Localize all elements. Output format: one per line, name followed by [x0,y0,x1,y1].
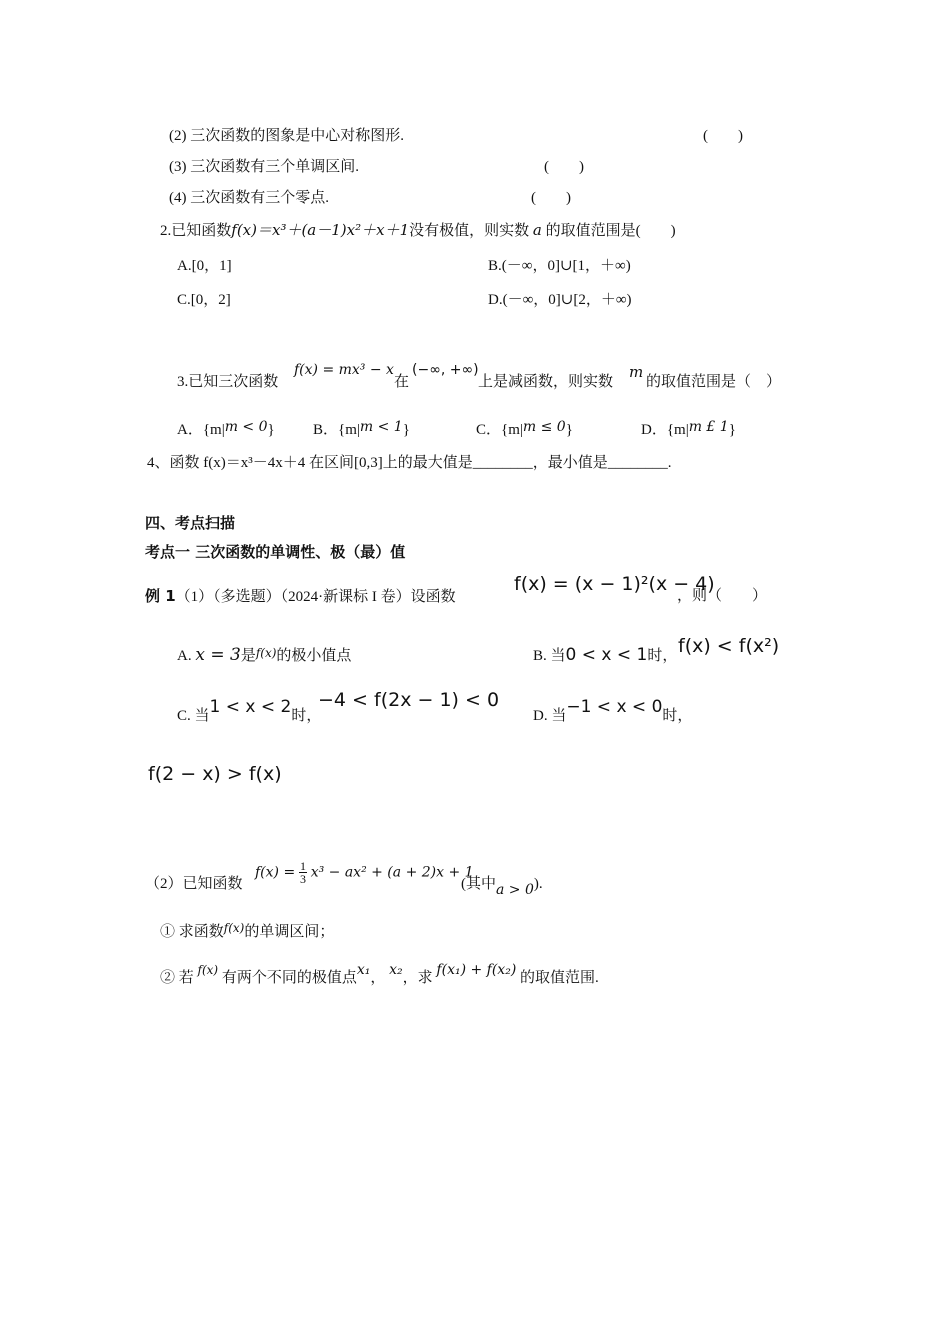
option-close: } [728,422,736,438]
q2-function: f(x)＝x³＋(a－1)x²＋x＋1 [231,221,410,239]
option-math: x = 3 [195,645,241,665]
sub-math: f(x) [197,963,219,977]
option-label: A．{m| [177,422,225,438]
fraction [299,860,307,885]
q3-tail: 的取值范围是（ ） [646,374,782,390]
ex2-sub-1 [160,922,334,942]
q3-option-b [313,420,410,440]
option-close: } [267,422,275,438]
sub-math: x₂ [389,962,403,978]
example-1 [145,586,456,607]
ex2-function-rhs: x³ − ax² + (a + 2)x + 1 [310,864,474,881]
sub-suffix: 的单调区间； [244,924,335,940]
ex2-sub-2 [160,962,599,988]
option-condition: m £ 1 [688,419,729,435]
judge-item-4 [169,188,329,208]
q2-option-d: D.(－∞，0]∪[2，＋∞) [488,292,632,308]
topic-title: 考点一 三次函数的单调性、极（最）值 [145,543,406,561]
judge-text: (3) 三次函数有三个单调区间. [169,159,359,175]
option-mid: 时， [647,648,678,664]
sub-sep: ， [370,970,386,986]
judge-item-3 [169,157,359,177]
option-prefix: D. 当 [533,708,567,724]
ex1-option-a [177,645,351,666]
option-suffix: 的极小值点 [276,648,352,664]
q3-variable: m [629,363,644,381]
section-title: 四、考点扫描 [145,514,236,532]
option-math: 0 < x < 1 [565,645,648,665]
option-condition: m < 1 [359,419,403,435]
condition-math: a > 0 [496,882,534,898]
option-condition: m ≤ 0 [522,419,566,435]
ex1-option-d [533,697,693,726]
ex2-function [255,860,474,900]
q3-function: f(x) = mx³ − x [294,362,394,378]
q2-option-b: B.(－∞，0]∪[1，＋∞) [488,258,631,274]
q3-interval: (−∞, +∞) [412,362,479,378]
option-condition: m < 0 [224,419,268,435]
fraction-denominator: 3 [299,872,306,886]
option-prefix: C. 当 [177,708,210,724]
question-4: 4、函数 f(x)＝x³－4x＋4 在区间[0,3]上的最大值是________，最小值是________. [147,455,672,471]
q2-tail: 的取值范围是( ) [545,223,676,239]
ex1-option-d-math: f(2 − x) > f(x) [148,763,282,785]
q2-option-a: A.[0，1] [177,258,232,274]
answer-bracket: ( ) [531,190,571,206]
ex1-tail: ，则（ ） [677,588,768,604]
q3-mid: 在 [394,374,410,390]
q3-prefix: 3.已知三次函数 [177,374,279,390]
q3-suffix: 上是减函数，则实数 [478,374,614,390]
ex2-condition [461,874,543,898]
judge-text: (4) 三次函数有三个零点. [169,190,329,206]
option-prefix: A. [177,648,192,664]
ex1-option-b-math: f(x) < f(x²) [678,635,780,657]
q3-option-a [177,420,275,440]
example-intro: （1）（多选题）（2024·新课标 I 卷）设函数 [175,589,456,605]
ex1-option-c-math: −4 < f(2x − 1) < 0 [318,689,500,711]
judge-item-2 [169,126,404,146]
q2-prefix: 2.已知函数 [160,223,232,239]
option-close: } [565,422,573,438]
option-mid: 是 [240,648,256,664]
condition-close: ). [533,876,543,892]
option-mid: 时， [291,708,322,724]
q2-variable: a [532,221,542,239]
judge-text: (2) 三次函数的图象是中心对称图形. [169,128,404,144]
condition-open: (其中 [461,876,496,892]
option-label: B．{m| [313,422,360,438]
ex1-option-c [177,697,322,726]
sub-prefix: ① 求函数 [160,924,224,940]
question-2 [160,220,676,241]
ex2-function-lhs: f(x) = [255,864,296,881]
answer-bracket: ( ) [544,159,584,175]
sub-suffix: 的取值范围. [520,970,599,986]
option-math: −1 < x < 0 [566,697,663,717]
sub-math: f(x₁) + f(x₂) [436,962,517,978]
ex1-option-b [533,645,677,666]
fraction-numerator: 1 [299,859,306,873]
sub-math: f(x) [223,921,245,935]
option-math: f(x) [255,646,277,660]
answer-bracket: ( ) [703,128,743,144]
sub-math: x₁ [356,962,371,978]
q2-option-c: C.[0，2] [177,292,231,308]
sub-mid: 有两个不同的极值点 [221,970,357,986]
q2-suffix: 没有极值，则实数 [409,223,530,239]
option-label: C．{m| [476,422,523,438]
sub-mid: ，求 [402,970,433,986]
option-math: 1 < x < 2 [209,697,292,717]
q3-option-d [641,420,736,440]
ex2-prefix: （2）已知函数 [145,876,243,892]
q3-option-c [476,420,573,440]
option-mid: 时， [662,708,693,724]
option-prefix: B. 当 [533,648,566,664]
sub-prefix: ② 若 [160,970,194,986]
option-close: } [402,422,410,438]
example-label: 例 1 [145,587,176,605]
option-label: D．{m| [641,422,689,438]
ex1-function: f(x) = (x − 1)²(x − 4) [514,573,715,595]
